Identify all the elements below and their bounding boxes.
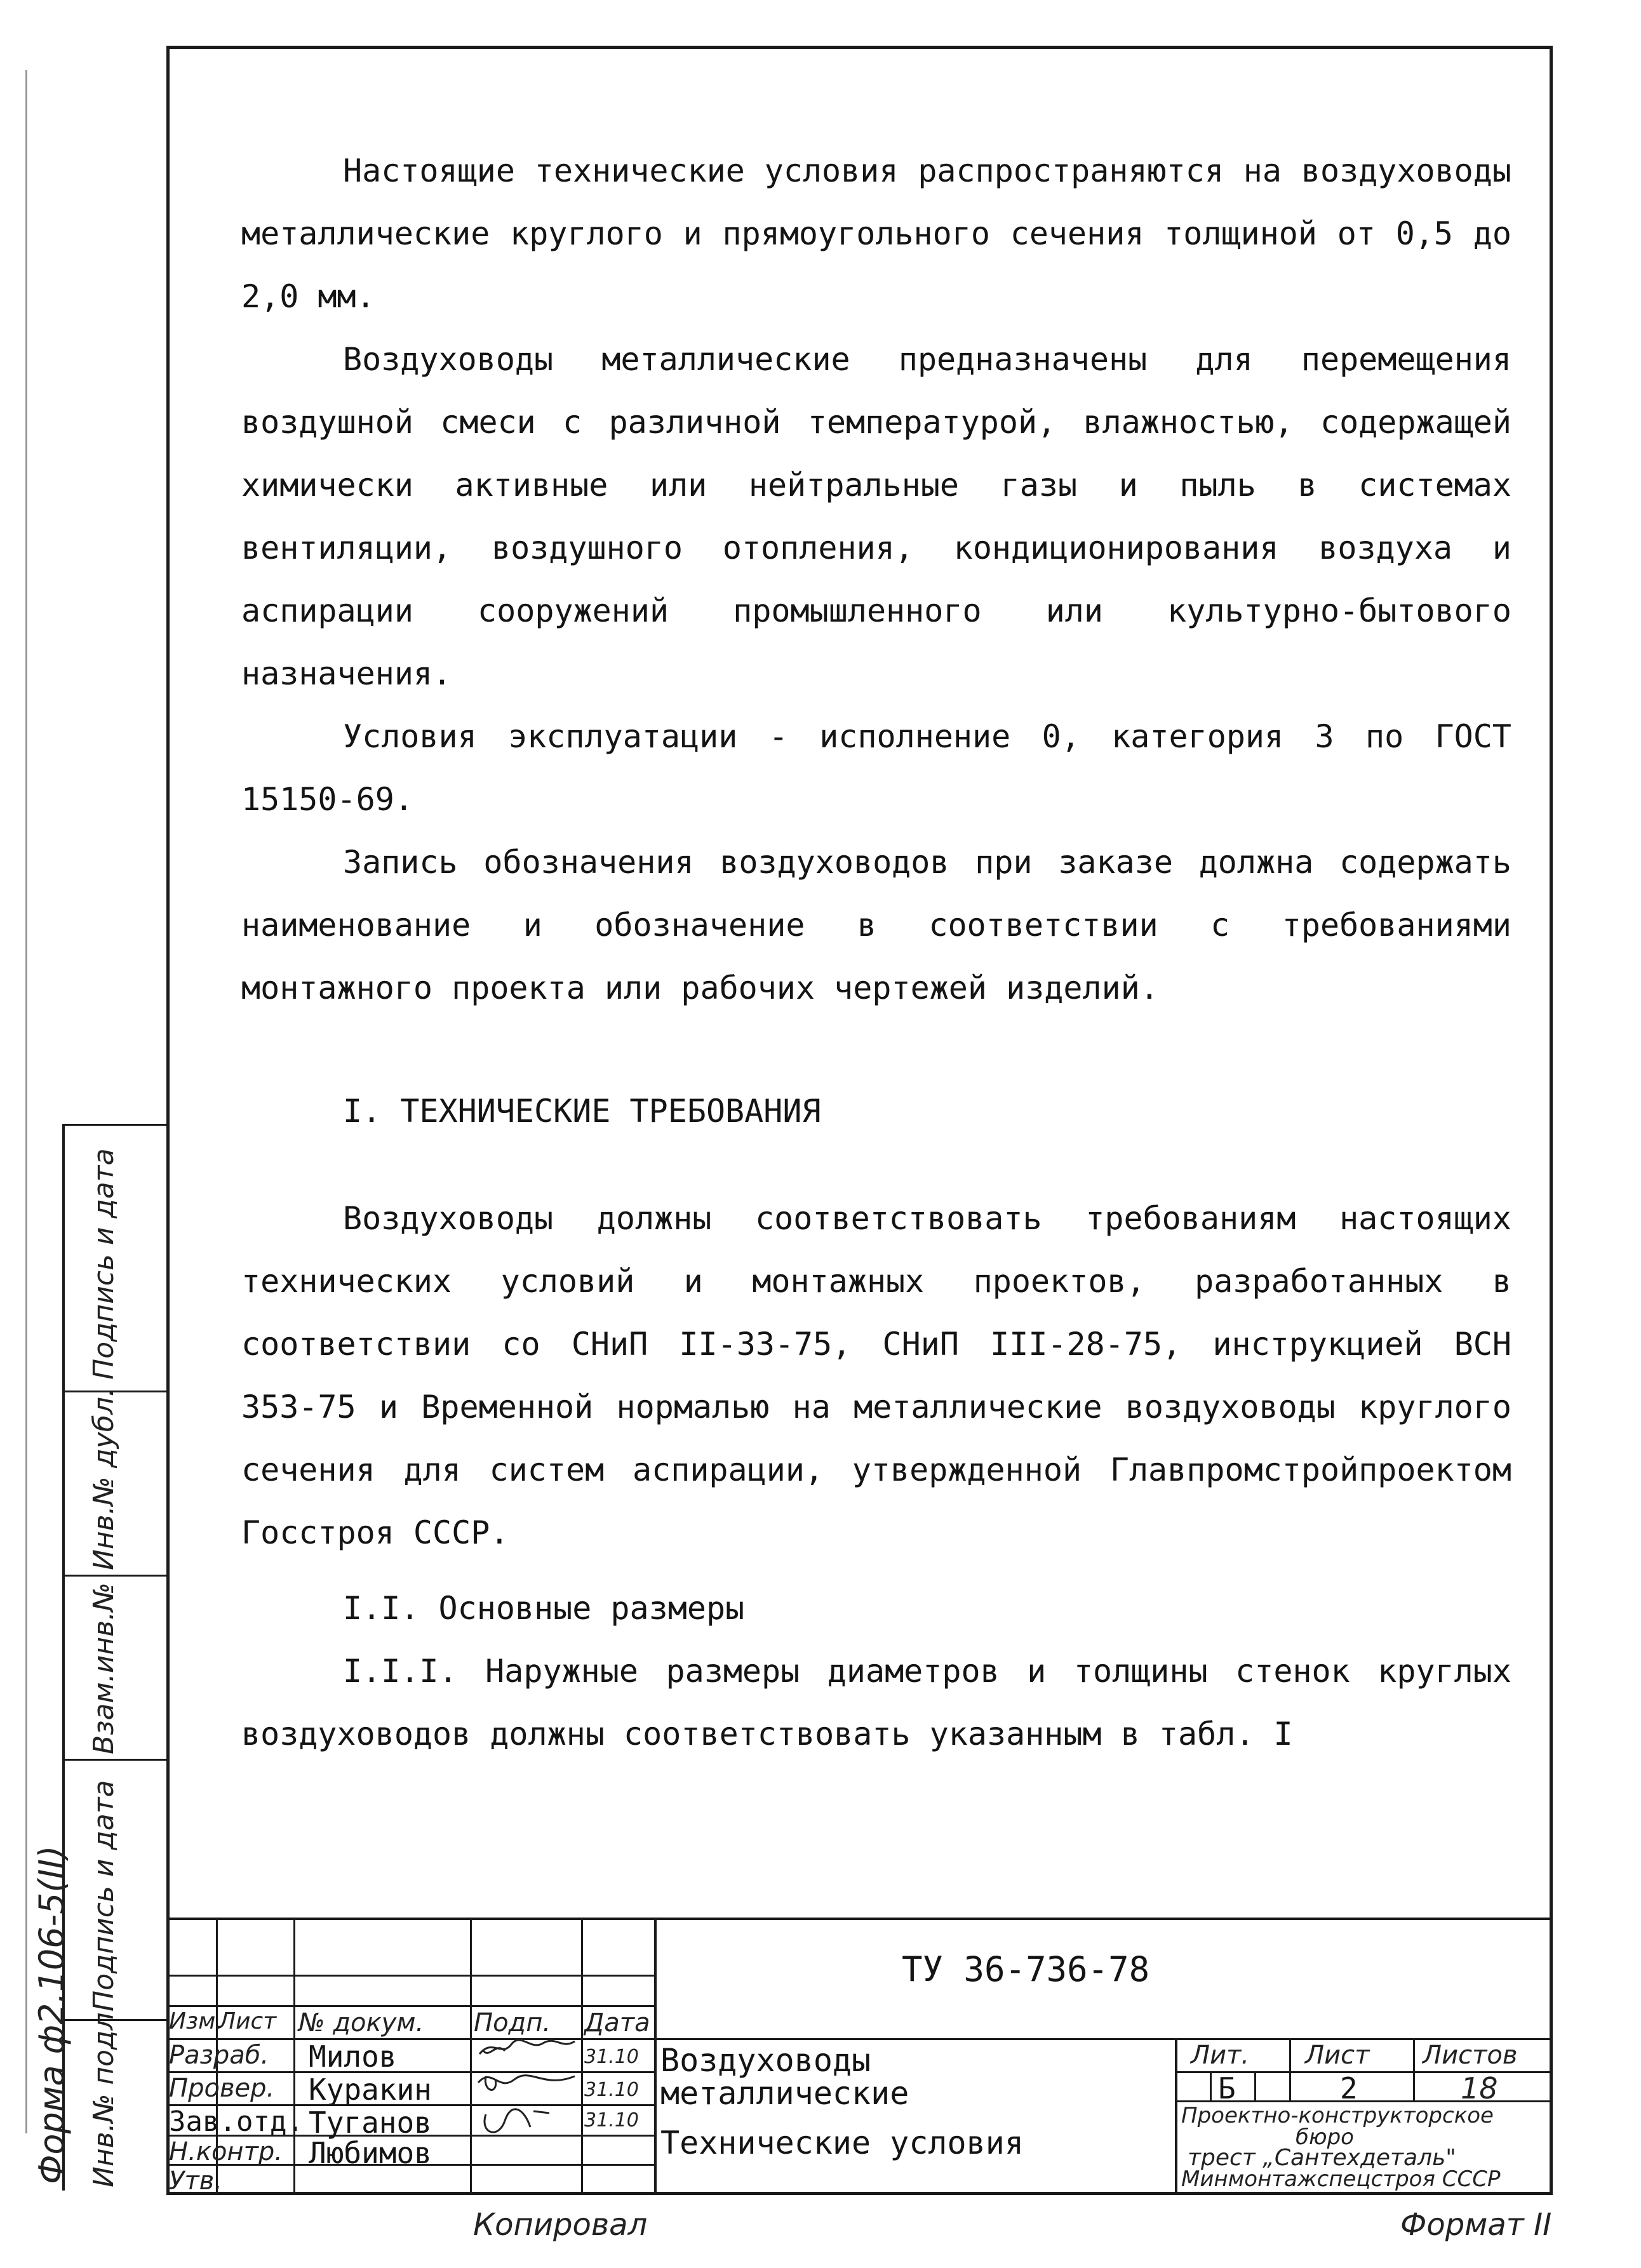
strip-label: Инв.№ подл. <box>88 2003 120 2187</box>
format-label: Формат II <box>1400 2207 1552 2243</box>
strip-label: Подпись и дата <box>88 1780 120 2011</box>
header-ndokum: № докум. <box>298 2008 424 2038</box>
strip-cell <box>65 1759 169 2019</box>
strip-label: Инв.№ дубл. <box>88 1387 120 1570</box>
role-utv: Утв. <box>169 2166 222 2196</box>
paragraph: Воздуховоды должны соответствовать требованиям настоящих технических условий и монтажных проектов, разработанных в соответствии со СНиП II-33-75, СНиП III-28-75, инструкцией ВСН 353-75 и Временной нормалью на металлические воздуховоды круглого сечения для систем аспирации, утвержденной Главпромстройпроектом Госстроя СССР. <box>241 1200 1511 1551</box>
header-podp: Подп. <box>474 2008 551 2038</box>
role-nkontr: Н.контр. <box>169 2137 283 2166</box>
date-zavotd: 31.10 <box>584 2109 639 2131</box>
doc-title-line: Технические условия <box>660 2125 1024 2161</box>
form-label: Форма ф2.106-5(II) <box>32 1845 72 2184</box>
doc-title-line: Воздуховоды <box>660 2042 871 2079</box>
paragraph: Настоящие технические условия распространяются на воздуховоды металлические круглого и прямоугольного сечения толщиной от 0,5 до 2,0 мм. <box>241 152 1511 315</box>
list-value: 2 <box>1340 2071 1358 2105</box>
margin-strip <box>62 1124 166 2191</box>
header-data: Дата <box>584 2008 650 2038</box>
role-zavotd: Зав.отд. <box>169 2105 304 2138</box>
org-line: Минмонтажспецстроя СССР <box>1181 2166 1501 2192</box>
document-body <box>241 140 1511 1766</box>
document-code: ТУ 36-736-78 <box>902 1949 1150 1989</box>
page-edge-line <box>25 70 27 2133</box>
strip-cell <box>65 1124 169 1391</box>
lit-value: Б <box>1218 2071 1236 2105</box>
strip-cell <box>65 2003 169 2191</box>
role-razrab: Разраб. <box>169 2041 269 2070</box>
name-razrab: Милов <box>309 2039 397 2074</box>
doc-title-line: металлические <box>660 2075 909 2112</box>
paragraph: I.I.I. Наружные размеры диаметров и толщины стенок круглых воздуховодов должны соответствовать указанным в табл. I <box>241 1653 1511 1752</box>
paragraph: Воздуховоды металлические предназначены для перемещения воздушной смеси с различной температурой, влажностью, содержащей химически активные или нейтральные газы и пыль в системах вентиляции, воздушного отопления, кондиционирования воздуха и аспирации сооружений промышленного или культурно-бытового назначения. <box>241 341 1511 692</box>
paragraph: Запись обозначения воздуховодов при заказе должна содержать наименование и обозначение в соответствии с требованиями монтажного проекта или рабочих чертежей изделий. <box>241 844 1511 1006</box>
header-izm: Изм. <box>169 2008 223 2034</box>
header-list: Лист <box>218 2008 277 2034</box>
signatures <box>473 2032 581 2165</box>
section-heading: I. ТЕХНИЧЕСКИЕ ТРЕБОВАНИЯ <box>343 1093 821 1130</box>
org-line: трест „Сантехдеталь" <box>1188 2145 1456 2171</box>
date-prover: 31.10 <box>584 2079 639 2101</box>
org-line: бюро <box>1296 2125 1354 2150</box>
role-prover: Провер. <box>169 2074 275 2103</box>
strip-cell <box>65 1387 169 1575</box>
strip-label: Взам.инв.№ <box>88 1582 120 1754</box>
name-zavotd: Туганов <box>309 2105 432 2140</box>
name-prover: Куракин <box>309 2072 432 2107</box>
paragraph: Условия эксплуатации - исполнение 0, категория 3 по ГОСТ 15150-69. <box>241 718 1511 818</box>
name-nkontr: Любимов <box>309 2136 432 2170</box>
date-razrab: 31.10 <box>584 2046 639 2068</box>
lit-label: Лит. <box>1191 2041 1250 2070</box>
listov-label: Листов <box>1423 2041 1518 2070</box>
listov-value: 18 <box>1461 2071 1498 2105</box>
subsection-heading: I.I. Основные размеры <box>343 1590 745 1627</box>
list-label: Лист <box>1305 2041 1370 2070</box>
strip-label: Подпись и дата <box>88 1148 120 1380</box>
copied-label: Копировал <box>473 2207 648 2243</box>
strip-cell <box>65 1575 169 1759</box>
org-line: Проектно-конструкторское <box>1181 2103 1494 2128</box>
